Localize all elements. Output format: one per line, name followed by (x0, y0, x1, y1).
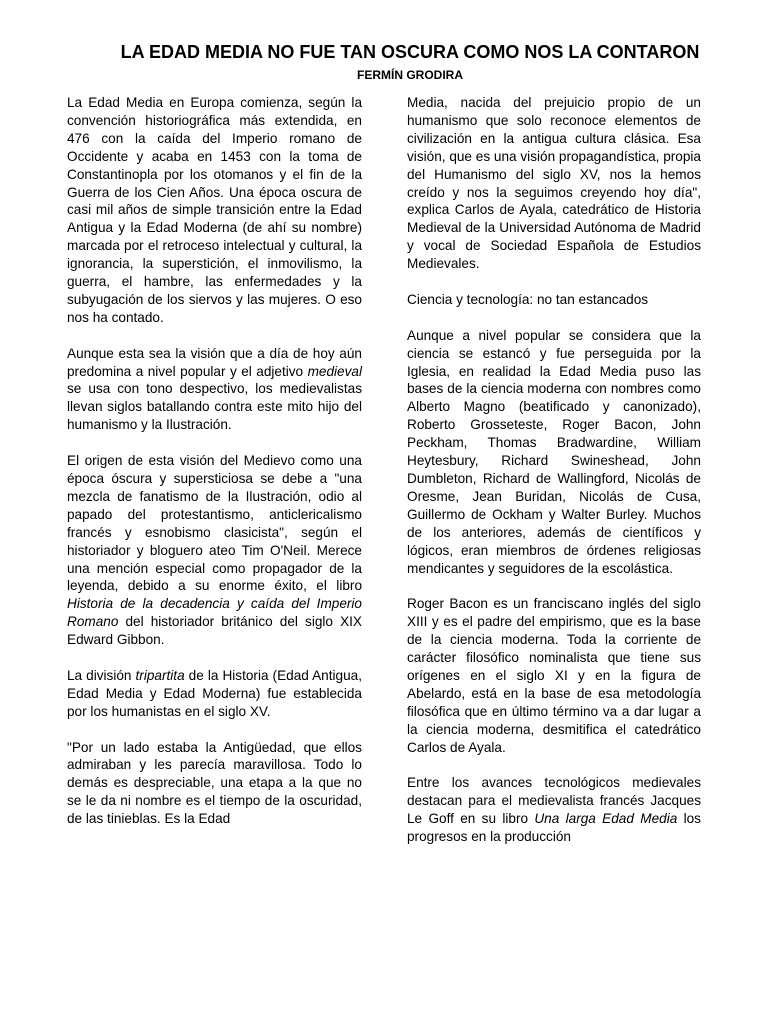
paragraph (407, 774, 701, 846)
section-heading: Ciencia y tecnología: no tan estancados (407, 291, 649, 307)
paragraph: "Por un lado estaba la Antigüedad, que ellos admiraban y les parecía maravillosa. Todo lo demás es despreciable, una etapa a la que no se le da ni nombre es el tiempo de la oscuridad, de las tinieblas. Es la Edad (67, 739, 362, 827)
right-column (407, 94, 701, 846)
article-author: FERMÍN GRODIRA (357, 68, 463, 82)
paragraph (67, 667, 362, 721)
text-run: de la Historia (Edad Antigua, Edad Media y Edad Moderna) fue establecida por los humanistas en el siglo XV. (67, 667, 362, 719)
text-run: se usa con tono despectivo, los medievalistas llevan siglos batallando contra este mito hijo del humanismo y la Ilustración. (67, 381, 362, 433)
text-run: Entre los avances tecnológicos medievales destacan para el medievalista francés Jacques Le Goff en su libro (407, 775, 701, 827)
text-run: los progresos en la producción (407, 811, 701, 845)
paragraph: Aunque a nivel popular se considera que la ciencia se estancó y fue perseguida por la Iglesia, en realidad la Edad Media puso las bases de la ciencia moderna con nombres como Alberto Magno (beatificado y canonizado), Roberto Grosseteste, Roger Bacon, John Peckham, Thomas Bradwardine, William Heytesbury, Richard Swineshead, John Dumbleton, Richard de Wallingford, Nicolás de Oresme, Jean Buridan, Nicolás de Cusa, Guillermo de Ockham y Walter Burley. Muchos de los anteriores, además de científicos y lógicos, eran miembros de órdenes religiosas mendicantes y seguidores de la escolástica. (407, 327, 701, 576)
text-run: La división (67, 667, 136, 683)
paragraph: La Edad Media en Europa comienza, según la convención historiográfica más extendida, en 476 con la caída del Imperio romano de Occidente y acaba en 1453 con la toma de Constantinopla por los otomanos y el fin de la Guerra de los Cien Años. Una época oscura de casi mil años de simple transición entre la Edad Antigua y la Edad Moderna (de ahí su nombre) marcada por el retroceso intelectual y cultural, la ignorancia, la superstición, el inmovilismo, la guerra, el hambre, las enfermedades y la subyugación de los siervos y las mujeres. O eso nos ha contado. (67, 95, 362, 325)
paragraph: Roger Bacon es un franciscano inglés del siglo XIII y es el padre del empirismo, que es la base de la ciencia moderna. Toda la corriente de carácter filosófico nominalista que tiene sus orígenes en el siglo XI y en la figura de Abelardo, está en la base de esa metodología filosófica que en último término va a dar lugar a la ciencia moderna, desmitifica el catedrático Carlos de Ayala. (407, 596, 701, 755)
paragraph: Media, nacida del prejuicio propio de un humanismo que solo reconoce elementos de civilización en la antigua cultura clásica. Esa visión, que es una visión propagandística, propia del Humanismo del siglo XV, nos la hemos creído y nos la seguimos creyendo hoy día", explica Carlos de Ayala, catedrático de Historia Medieval de la Universidad Autónoma de Madrid y vocal de Sociedad Española de Estudios Medievales. (407, 95, 701, 272)
text-run: El origen de esta visión del Medievo como una época óscura y supersticiosa se debe a "una mezcla de fanatismo de la Ilustración, odio al papado del protestantismo, anticlericalismo francés y esnobismo clasicista", según el historiador y bloguero ateo Tim O'Neil. Merece una mención especial como propagador de la leyenda, debido a su enorme éxito, el libro (67, 453, 362, 594)
italic-text: tripartita (135, 667, 185, 683)
paragraph (67, 345, 362, 435)
article-title: LA EDAD MEDIA NO FUE TAN OSCURA COMO NOS LA CONTARON (120, 42, 700, 62)
text-run: del historiador británico del siglo XIX Edward Gibbon. (67, 614, 362, 648)
left-column (67, 94, 362, 828)
text-run: Aunque esta sea la visión que a día de hoy aún predomina a nivel popular y el adjetivo (67, 345, 362, 379)
italic-text: Una larga Edad Media (534, 811, 678, 827)
italic-text: Historia de la decadencia y caída del Imperio Romano (67, 596, 362, 630)
italic-text: medieval (307, 363, 362, 379)
paragraph (67, 452, 362, 649)
